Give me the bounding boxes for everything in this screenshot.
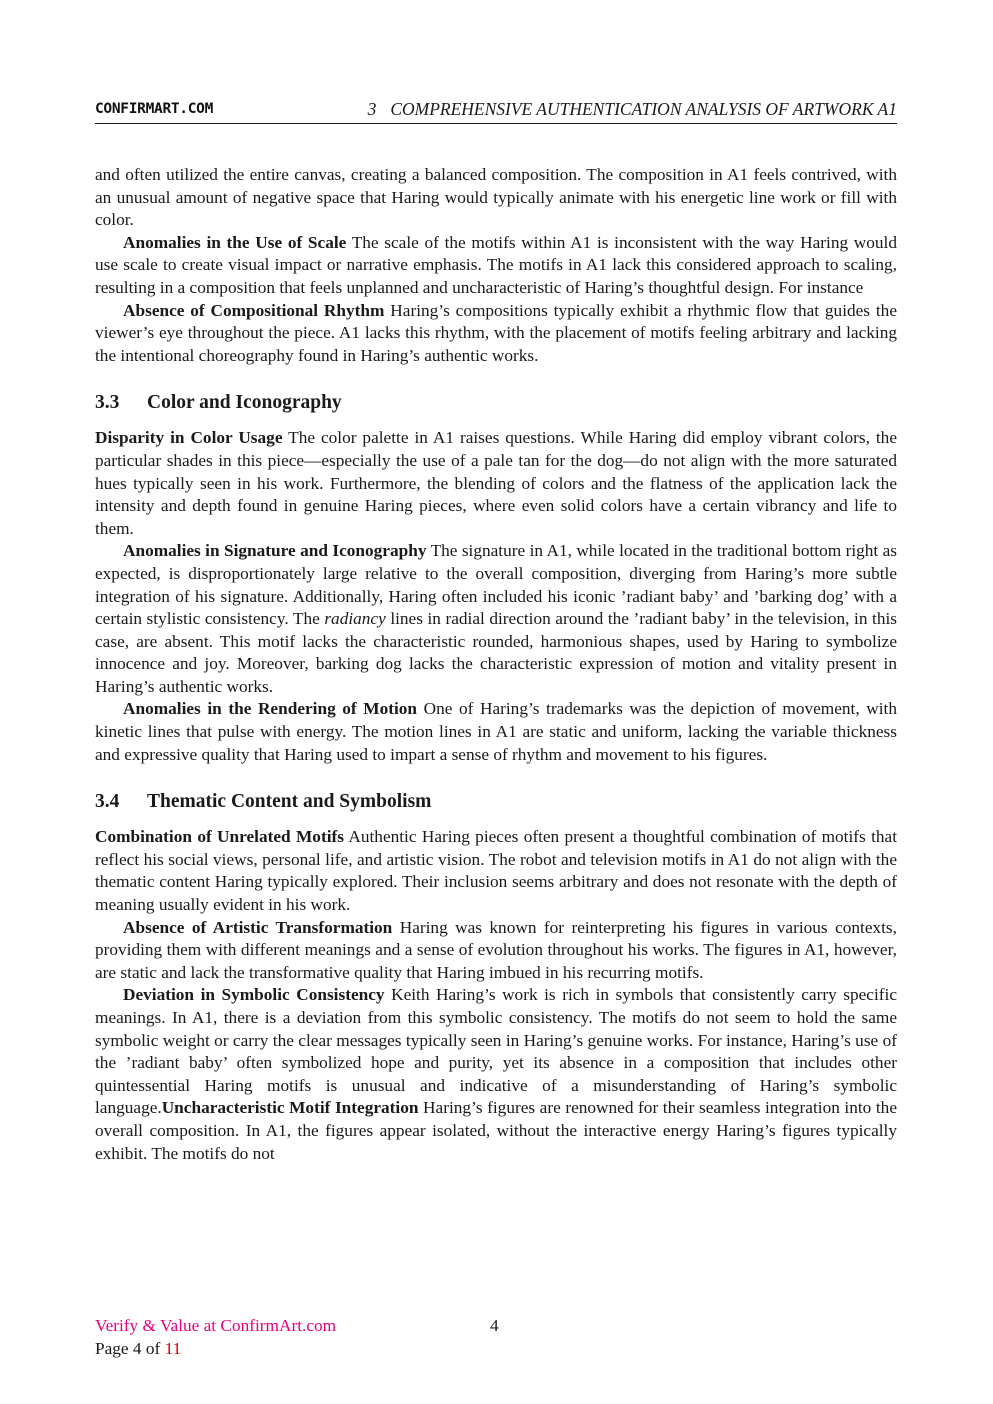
confirmart-logo: CONFIRMART.COM [95,101,214,117]
footer-page-total-link[interactable]: 11 [164,1339,182,1358]
paragraph-intro: and often utilized the entire canvas, creating a balanced composition. The composition in A1 feels contrived, with an unusual amount of negative space that Haring would typically animate with his energetic line work or fill with color. [95,165,897,230]
page-header [95,97,897,124]
paragraph-signature [95,540,897,698]
paragraph-title-integration: Uncharacteristic Motif Integration [161,1098,419,1118]
footer-confirmart-link[interactable]: Verify & Value at ConfirmArt.com [95,1316,337,1335]
paragraph-title-symbolic: Deviation in Symbolic Consistency [123,985,385,1005]
section-number-3-4: 3.4 [95,791,120,813]
section-heading-3-3 [95,391,897,415]
paragraph-motifs [95,826,897,916]
paragraph-text-signature-a: The signature in A1, while located in the traditional bottom right as expected, is disproportionately large relative to the overall composition, diverging from Haring’s more subtle integration of his signature. Additionally, Haring often included his iconic ’radiant baby’ and ’barking dog’ with a certain stylistic consistency. The [95,541,898,629]
paragraph-color [95,427,897,540]
paragraph-text-symbolic: Keith Haring’s work is rich in symbols that consistently carry specific meanings. In A1, there is a deviation from this symbolic consistency. The motifs do not seem to hold the same symbolic weight or carry the clear messages typically seen in Haring’s genuine works. For instance, Haring’s use of the ’radiant baby’ often symbolized hope and purity, yet its absence in a composition that includes other quintessential Haring motifs is unusual and indicative of a misunderstanding of Haring’s symbolic language. [95,985,898,1118]
paragraph-text-motifs: Authentic Haring pieces often present a thoughtful combination of motifs that reflect his social views, personal life, and artistic vision. The robot and television motifs in A1 do not align with the thematic content Haring typically explored. Their inclusion seems arbitrary and does not resonate with the depth of meaning usually evident in his work. [95,827,897,915]
paragraph-text-transformation: Haring was known for reinterpreting his figures in various contexts, providing them with different meanings and a sense of evolution throughout his works. The figures in A1, however, are static and lack the transformative quality that Haring imbued in his recurring motifs. [95,917,897,982]
section-heading-3-4 [95,790,897,814]
emphasis-radiancy: radiancy [324,609,386,629]
paragraph-title-motion: Anomalies in the Rendering of Motion [123,699,418,719]
paragraph-rhythm [95,300,897,368]
paragraph-symbolic [95,984,897,1165]
footer-page-prefix: Page 4 of [95,1339,161,1358]
paragraph-text-scale: The scale of the motifs within A1 is inconsistent with the way Haring would use scale to create visual impact or narrative emphasis. The motifs in A1 lack this considered approach to scaling, resulting in a composition that feels unplanned and uncharacteristic of Haring’s thoughtful design. For instance [95,232,897,297]
running-title [368,99,897,120]
paragraph-scale [95,232,897,300]
paragraph-text-motion: One of Haring’s trademarks was the depiction of movement, with kinetic lines that pulse with energy. The motion lines in A1 are static and uniform, lacking the variable thickness and expressive quality that Haring used to impart a sense of rhythm and movement to his figures. [95,699,897,764]
section-title-3-3: Color and Iconography [147,392,342,414]
paragraph-text-integration: Haring’s figures are renowned for their seamless integration into the overall composition. In A1, the figures appear isolated, without the interactive energy Haring’s figures typically exhibit. The motifs do not [95,1098,897,1163]
paragraph-transformation [95,917,897,985]
running-section-number: 3 [367,99,377,119]
page-body [95,164,897,1165]
footer-page-count [95,1339,181,1359]
running-section-title: COMPREHENSIVE AUTHENTICATION ANALYSIS OF ARTWORK A1 [390,99,897,119]
page-number: 4 [490,1316,499,1335]
paragraph-title-transformation: Absence of Artistic Transformation [123,917,393,937]
paragraph-text-color: The color palette in A1 raises questions. While Haring did employ vibrant colors, the particular shades in this piece—especially the use of a pale tan for the dog—do not align with the more saturated hues typically seen in his work. Furthermore, the blending of colors and the flatness of the application lack the intensity and depth found in genuine Haring pieces, where even solid colors have a certain vibrancy and life to them. [95,428,897,538]
paragraph-text-signature-b: lines in radial direction around the ’radiant baby’ in the television, in this case, are absent. This motif lacks the characteristic rounded, harmonious shapes, used by Haring to symbolize innocence and joy. Moreover, barking dog lacks the characteristic expression of motion and vitality present in Haring’s authentic works. [95,609,897,696]
paragraph-title-color: Disparity in Color Usage [95,428,283,448]
paragraph-title-motifs: Combination of Unrelated Motifs [95,827,344,847]
section-title-3-4: Thematic Content and Symbolism [147,791,432,813]
paragraph-text-rhythm: Haring’s compositions typically exhibit a rhythmic flow that guides the viewer’s eye throughout the piece. A1 lacks this rhythm, with the placement of motifs feeling arbitrary and lacking the intentional choreography found in Haring’s authentic works. [95,300,897,365]
paragraph-title-rhythm: Absence of Compositional Rhythm [123,300,385,320]
section-number-3-3: 3.3 [95,392,120,414]
paragraph-motion [95,698,897,766]
paragraph-title-scale: Anomalies in the Use of Scale [123,232,347,252]
paragraph-title-signature: Anomalies in Signature and Iconography [123,541,427,561]
